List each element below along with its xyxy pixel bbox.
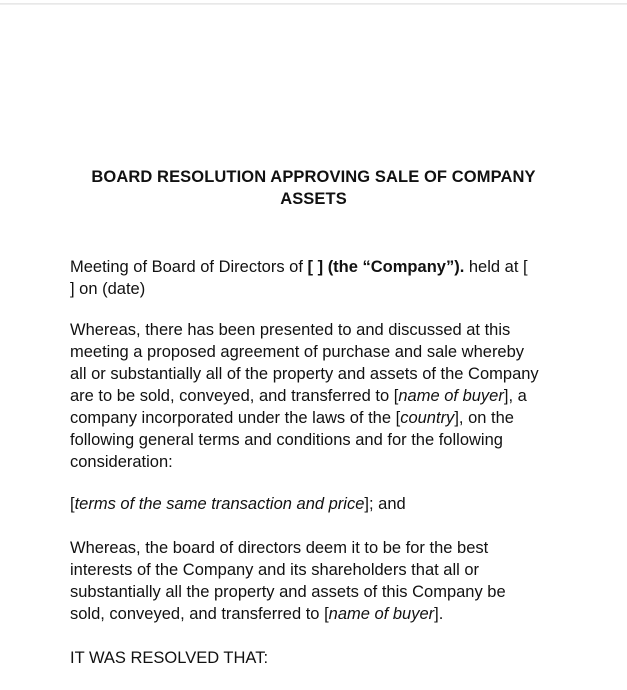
whereas1-line-1: Whereas, there has been presented to and discussed at this	[70, 321, 511, 339]
meeting-paragraph	[70, 256, 570, 300]
buyer-placeholder: name of buyer	[398, 387, 504, 405]
resolved-heading: IT WAS RESOLVED THAT:	[70, 649, 269, 667]
terms-line	[70, 493, 570, 515]
whereas1-text: company incorporated under the laws of the [	[70, 409, 401, 427]
title-line-2: ASSETS	[280, 190, 347, 208]
terms-placeholder: terms of the same transaction and price	[74, 495, 365, 513]
whereas1-text: are to be sold, conveyed, and transferred to [	[70, 387, 399, 405]
company-placeholder: [ ] (the “Company”).	[307, 258, 465, 276]
whereas1-line-6: following general terms and conditions and for the following	[70, 431, 503, 449]
whereas1-line-4	[70, 385, 570, 407]
whereas2-text: ].	[434, 605, 444, 623]
country-placeholder: country	[400, 409, 455, 427]
title-line-1: BOARD RESOLUTION APPROVING SALE OF COMPANY	[91, 168, 536, 186]
whereas1-line-7: consideration:	[70, 453, 173, 471]
whereas-paragraph-2	[70, 537, 570, 625]
whereas1-text: ], on the	[454, 409, 514, 427]
whereas1-line-3: all or substantially all of the property and assets of the Company	[70, 365, 539, 383]
terms-paragraph	[70, 493, 570, 515]
whereas2-line-3: substantially all the property and assets of this Company be	[70, 583, 506, 601]
meeting-location-text: held at [	[464, 258, 528, 276]
terms-bracket: [	[70, 495, 75, 513]
whereas-paragraph-1	[70, 319, 570, 473]
meeting-line-1	[70, 256, 570, 278]
document-title	[60, 166, 567, 210]
whereas1-line-5	[70, 407, 570, 429]
meeting-line-2: ] on (date)	[70, 280, 146, 298]
terms-tail: ]; and	[364, 495, 406, 513]
buyer-placeholder: name of buyer	[328, 605, 435, 623]
whereas1-line-2: meeting a proposed agreement of purchase and sale whereby	[70, 343, 525, 361]
whereas2-line-2: interests of the Company and its shareholders that all or	[70, 561, 480, 579]
meeting-text: Meeting of Board of Directors of	[70, 258, 308, 276]
whereas2-line-4	[70, 603, 570, 625]
whereas2-text: sold, conveyed, and transferred to [	[70, 605, 329, 623]
whereas1-text: ], a	[503, 387, 527, 405]
whereas2-line-1: Whereas, the board of directors deem it to be for the best	[70, 539, 489, 557]
